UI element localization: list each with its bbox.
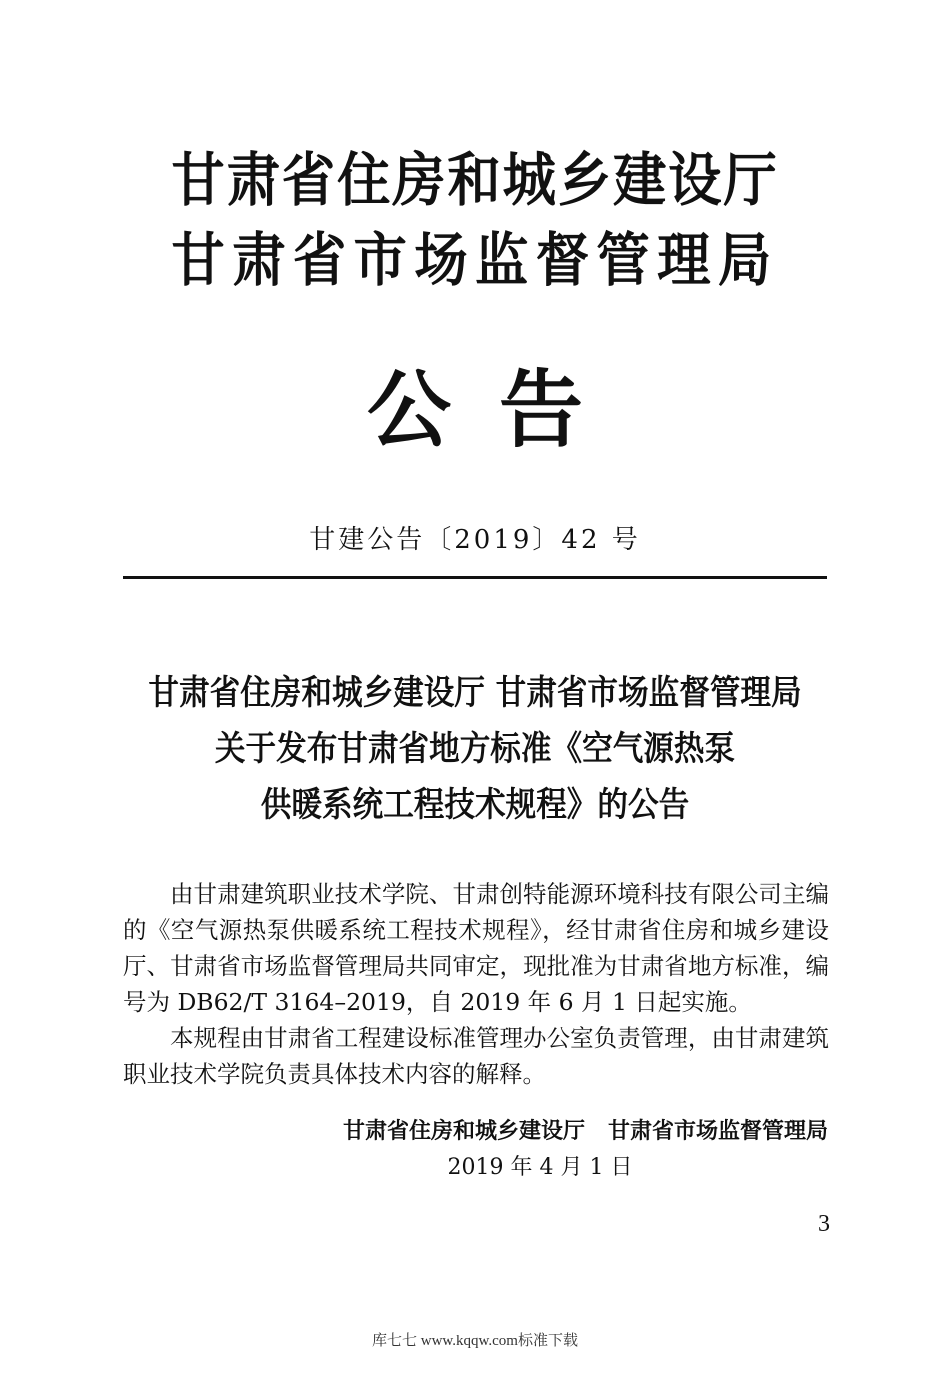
body-paragraph-1: 由甘肃建筑职业技术学院、甘肃创特能源环境科技有限公司主编的《空气源热泵供暖系统工程技术规程》，经甘肃省住房和城乡建设厅、甘肃省市场监督管理局共同审定，现批准为甘肃省地方标准，编号为 DB62/T 3164–2019，自 2019 年 6 月 1 日起实施。	[123, 880, 829, 1016]
signatories: 甘肃省住房和城乡建设厅 甘肃省市场监督管理局	[343, 1119, 828, 1144]
headline-line-2: 关于发布甘肃省地方标准《空气源热泵	[214, 729, 736, 769]
headline-line-1: 甘肃省住房和城乡建设厅 甘肃省市场监督管理局	[148, 673, 802, 713]
footer-watermark: 库七七 www.kqqw.com标准下载	[372, 1333, 578, 1349]
document-number: 甘建公告〔2019〕42 号	[309, 525, 641, 555]
headline-line-3: 供暖系统工程技术规程》的公告	[260, 785, 690, 825]
notice-title: 公告	[366, 360, 631, 459]
page-number: 3	[818, 1211, 830, 1237]
issuer-line-1: 甘肃省住房和城乡建设厅	[171, 146, 779, 214]
body-paragraph-2: 本规程由甘肃省工程建设标准管理办公室负责管理，由甘肃建筑职业技术学院负责具体技术内容的解释。	[123, 1024, 829, 1088]
signature-date: 2019 年 4 月 1 日	[447, 1155, 633, 1180]
divider-rule	[123, 576, 827, 579]
issuer-line-2: 甘肃省市场监督管理局	[171, 226, 779, 294]
